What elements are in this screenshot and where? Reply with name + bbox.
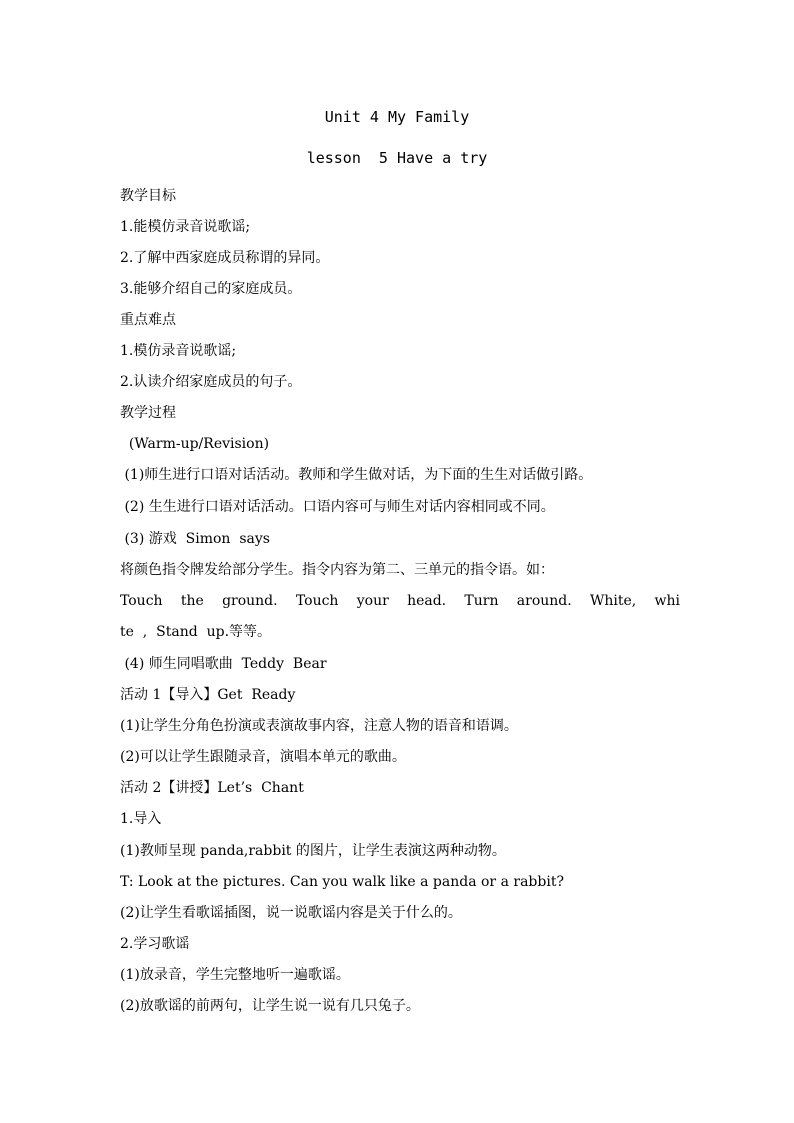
activity-heading: 活动 1【导入】Get Ready — [120, 687, 296, 703]
section-heading-key-points: 重点难点 — [120, 312, 176, 328]
process-step: (2) 生生进行口语对话活动。口语内容可与师生对话内容相同或不同。 — [120, 499, 555, 515]
section-heading-objectives: 教学目标 — [120, 188, 176, 204]
activity-subheading: 1.导入 — [120, 811, 162, 827]
warmup-heading: (Warm-up/Revision) — [120, 436, 270, 452]
activity-subheading: 2.学习歌谣 — [120, 936, 190, 952]
process-step: (1)师生进行口语对话活动。教师和学生做对话，为下面的生生对话做引路。 — [120, 467, 593, 483]
activity-step: T: Look at the pictures. Can you walk like a panda or a rabbit? — [120, 874, 564, 890]
process-step: (4) 师生同唱歌曲 Teddy Bear — [120, 656, 327, 672]
process-text: te , Stand up.等等。 — [120, 624, 272, 640]
activity-step: (2)可以让学生跟随录音，演唱本单元的歌曲。 — [120, 749, 406, 765]
activity-step: (1)放录音，学生完整地听一遍歌谣。 — [120, 967, 350, 983]
activity-step: (2)放歌谣的前两句，让学生说一说有几只兔子。 — [120, 998, 420, 1014]
process-text: Touch the ground. Touch your head. Turn around. White, whi — [120, 593, 680, 609]
activity-step: (1)教师呈现 panda,rabbit 的图片，让学生表演这两种动物。 — [120, 843, 506, 859]
objective-item: 3.能够介绍自己的家庭成员。 — [120, 281, 302, 297]
process-step: (3) 游戏 Simon says — [120, 531, 270, 547]
activity-heading: 活动 2【讲授】Let’s Chant — [120, 780, 304, 796]
objective-item: 1.能模仿录音说歌谣; — [120, 219, 251, 235]
objective-item: 2.了解中西家庭成员称谓的异同。 — [120, 250, 330, 266]
activity-step: (1)让学生分角色扮演或表演故事内容，注意人物的语音和语调。 — [120, 718, 518, 734]
key-point-item: 2.认读介绍家庭成员的句子。 — [120, 374, 302, 390]
document-title: Unit 4 My Family — [324, 108, 470, 126]
lesson-subtitle: lesson 5 Have a try — [306, 149, 488, 167]
activity-step: (2)让学生看歌谣插图，说一说歌谣内容是关于什么的。 — [120, 905, 462, 921]
section-heading-process: 教学过程 — [120, 405, 176, 421]
process-text: 将颜色指令牌发给部分学生。指令内容为第二、三单元的指令语。如： — [120, 562, 554, 578]
key-point-item: 1.模仿录音说歌谣; — [120, 343, 237, 359]
